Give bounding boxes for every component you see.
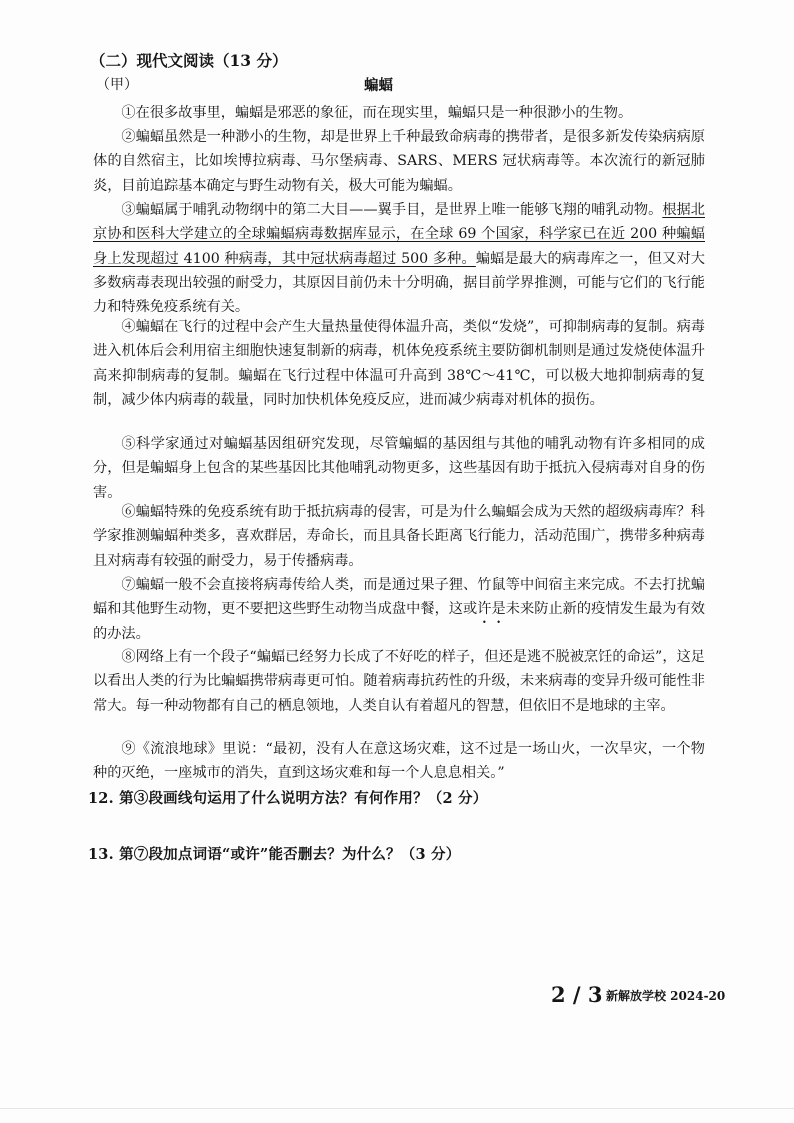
paragraph-1: ①在很多故事里，蝙蝠是邪恶的象征，而在现实里，蝙蝠只是一种很渺小的生物。 — [121, 105, 633, 121]
part-label: （甲） — [96, 77, 138, 93]
question-13: 13. 第⑦段加点词语“或许”能否删去？为什么？（3 分） — [88, 846, 461, 863]
paragraph-2: ②蝙蝠虽然是一种渺小的生物，却是世界上千种最致命病毒的携带者，是很多新发传染病病原体的自然宿主，比如埃博拉病毒、马尔堡病毒、SARS、MERS 冠状病毒等。本次流行的新冠肺炎，目前追踪基本确定与野生动物有关，极大可能为蝙蝠。 — [93, 129, 705, 194]
paragraph-8: ⑧网络上有一个段子“蝙蝠已经努力长成了不好吃的样子，但还是逃不脱被烹饪的命运”，这足以看出人类的行为比蝙蝠携带病毒更可怕。随着病毒抗药性的升级，未来病毒的变异升级可能性非常大。每一种动物都有自己的栖息领地，人类自认有着超凡的智慧，但依旧不是地球的主宰。 — [93, 649, 705, 714]
paragraph-3-intro: ③蝙蝠属于哺乳动物纲中的第二大目——翼手目，是世界上唯一能够飞翔的哺乳动物。 — [121, 202, 663, 218]
paragraph-4: ④蝙蝠在飞行的过程中会产生大量热量使得体温升高，类似“发烧”，可抑制病毒的复制。病毒进入机体后会利用宿主细胞快速复制新的病毒，机体免疫系统主要防御机制则是通过发烧使体温升高来抑制病毒的复制。蝙蝠在飞行过程中体温可升高到 38℃～41℃，可以极大地抑制病毒的复制，减少体内病毒的载量，同时加快机体免疫反应，进而减少病毒对机体的损伤。 — [93, 319, 705, 408]
paragraph-6: ⑥蝙蝠特殊的免疫系统有助于抵抗病毒的侵害，可是为什么蝙蝠会成为天然的超级病毒库？科学家推测蝙蝠种类多，喜欢群居，寿命长，而且具备长距离飞行能力，活动范围广，携带多种病毒且对病毒有较强的耐受力，易于传播病毒。 — [93, 504, 705, 569]
paragraph-3 — [93, 198, 705, 319]
dotted-word-huoxu — [463, 601, 491, 617]
paragraph-3-underlined-sentence: 根据北京协和医科大学建立的全球蝙蝠病毒数据库显示，在全球 69 个国家，科学家已在近 200 种蝙蝠身上发现超过 4100 种病毒，其中冠状病毒超过 500 多种。 — [93, 202, 705, 267]
paragraph-3-rest: 蝙蝠是最大的病毒库之一，但又对大多数病毒表现出较强的耐受力，其原因目前仍未十分明确，据目前学界推测，可能与它们的飞行能力和特殊免疫系统有关。 — [93, 250, 705, 316]
school-footer: 新解放学校 2024-20 — [606, 989, 726, 1003]
paragraph-9: ⑨《流浪地球》里说：“最初，没有人在意这场灾难，这不过是一场山火，一次旱灾，一个物种的灭绝，一座城市的消失，直到这场灾难和每一个人息息相关。” — [93, 741, 705, 782]
article-title: 蝙蝠 — [364, 77, 393, 94]
question-12: 12. 第③段画线句运用了什么说明方法？有何作用？（2 分） — [88, 790, 488, 807]
paragraph-7 — [93, 573, 705, 646]
paragraph-7-part-b: 是未来防止新的疫情发生最为有效的办法。 — [93, 601, 705, 642]
emphasis-dot-char: 或 — [463, 601, 478, 618]
section-title: （二）现代文阅读（13 分） — [90, 51, 288, 70]
page-number: 2 / 3 — [551, 982, 603, 1007]
paragraph-5: ⑤科学家通过对蝙蝠基因组研究发现，尽管蝙蝠的基因组与其他的哺乳动物有许多相同的成分，但是蝙蝠身上包含的某些基因比其他哺乳动物更多，这些基因有助于抵抗入侵病毒对自身的伤害。 — [93, 436, 705, 501]
scan-edge-line — [0, 1108, 794, 1109]
paragraph-7-part-a: ⑦蝙蝠一般不会直接将病毒传给人类，而是通过果子狸、竹鼠等中间宿主来完成。不去打扰蝙蝠和其他野生动物，更不要把这些野生动物当成盘中餐，这 — [93, 577, 705, 618]
emphasis-dot-char: 许 — [477, 601, 492, 618]
